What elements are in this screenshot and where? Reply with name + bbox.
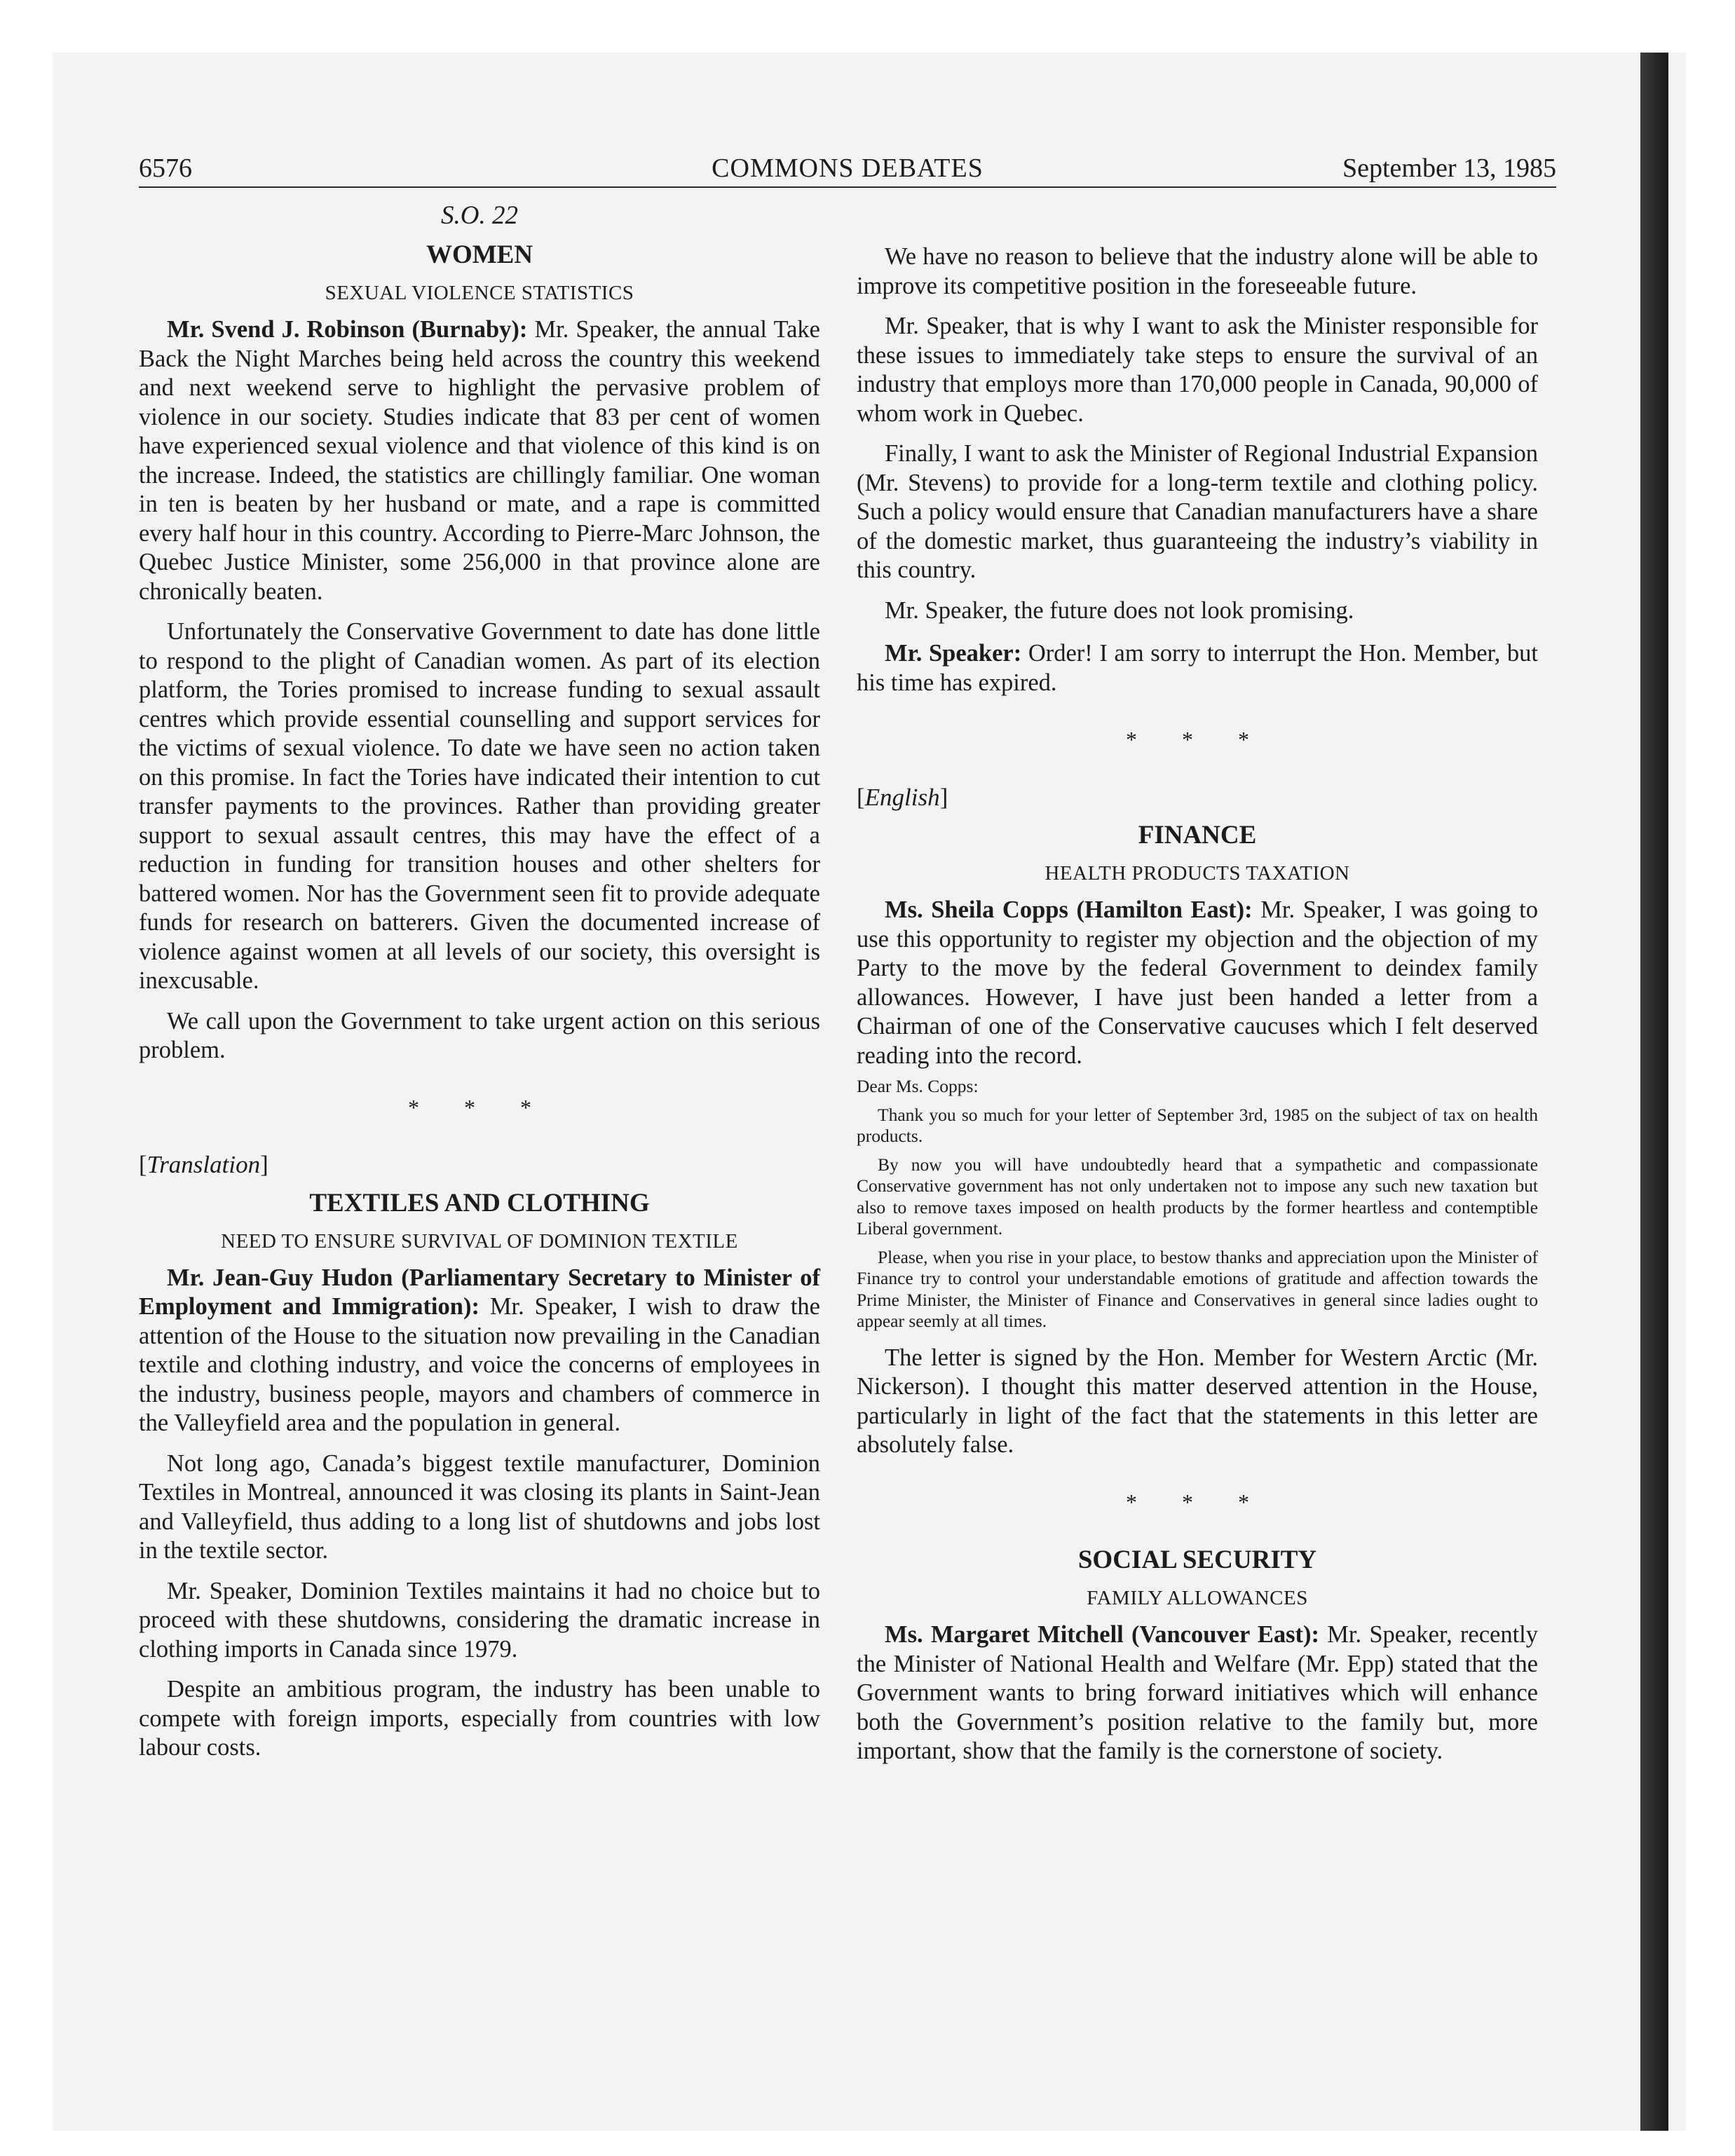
- journal-title: COMMONS DEBATES: [712, 153, 984, 183]
- section-separator: * * *: [1126, 1489, 1269, 1515]
- scan-binding-edge: [1640, 53, 1668, 2131]
- statement-robinson: [139, 315, 820, 606]
- paragraph: Mr. Speaker, the future does not look promising.: [885, 596, 1354, 624]
- speaker-name: Mr. Speaker:: [885, 640, 1022, 667]
- paragraph: The letter is signed by the Hon. Member for Western Arctic (Mr. Nickerson). I thought this matter deserved attention in the House, particularly in light of the fact that the statements in this letter are absolutely false.: [857, 1344, 1538, 1458]
- section-heading-women: WOMEN: [426, 240, 533, 269]
- subheading-sexual-violence: SEXUAL VIOLENCE STATISTICS: [325, 282, 634, 304]
- statement-hudon: [139, 1264, 820, 1438]
- running-header: [139, 146, 1556, 188]
- statement-copps: [857, 896, 1538, 1070]
- letter-paragraph: Thank you so much for your letter of September 3rd, 1985 on the subject of tax on health products.: [857, 1104, 1538, 1146]
- letter-paragraph: By now you will have undoubtedly heard that a sympathetic and compassionate Conservative government has not only undertaken not to impose any such new taxation but also to remove taxes imposed on health products by the former heartless and contemptible Liberal government.: [857, 1154, 1538, 1239]
- page-date: September 13, 1985: [1342, 153, 1556, 183]
- paragraph: We call upon the Government to take urgent action on this serious problem.: [139, 1007, 820, 1063]
- paragraph: Unfortunately the Conservative Government to date has done little to respond to the plight of Canadian women. As part of its election platform, the Tories promised to increase funding to sexual assault centres which provide essential counselling and support services for the victims of sexual violence. To date we have seen no action taken on this promise. In fact the Tories have indicated their intention to cut transfer payments to the provinces. Rather than providing greater support to sexual assault centres, this may have the effect of a reduction in funding for transition houses and other shelters for battered women. Nor has the Government seen fit to provide adequate funds for research on batterers. Given the documented increase of violence against women at all levels of our society, this oversight is inexcusable.: [139, 618, 820, 994]
- paragraph: Mr. Speaker, that is why I want to ask the Minister responsible for these issues to immediately take steps to ensure the survival of an industry that employs more than 170,000 people in Canada, 90,000 of whom work in Quebec.: [857, 313, 1538, 427]
- section-heading-textiles: TEXTILES AND CLOTHING: [309, 1188, 650, 1217]
- language-tag-text: Translation: [147, 1151, 261, 1178]
- statement-text: Mr. Speaker, recently the Minister of National Health and Welfare (Mr. Epp) stated that the Government wants to bring forward initiatives which will enhance both the Government’s position relative to the family but, more important, show that the family is the cornerstone of society.: [857, 1621, 1539, 1764]
- paragraph: Mr. Speaker, Dominion Textiles maintains it had no choice but to proceed with these shutdowns, considering the dramatic increase in clothing imports in Canada since 1979.: [139, 1577, 820, 1663]
- statement-text: Mr. Speaker, I was going to use this opportunity to register my objection and the objection of my Party to the move by the federal Government to deindex family allowances. However, I have just been handed a letter from a Chairman of one of the Conservative caucuses which I felt deserved reading into the record.: [857, 896, 1538, 1069]
- paragraph: Despite an ambitious program, the industry has been unable to compete with foreign imports, especially from countries with low labour costs.: [139, 1676, 820, 1761]
- right-column: [857, 200, 1538, 1766]
- speaker-name: Mr. Svend J. Robinson (Burnaby):: [167, 316, 528, 343]
- statement-text: Mr. Speaker, I wish to draw the attention of the House to the situation now prevailing in the Canadian textile and clothing industry, and voice the concerns of employees in the industry, business people, mayors and chambers of commerce in the Valleyfield area and the population in general.: [139, 1293, 820, 1436]
- page-number: 6576: [139, 153, 192, 183]
- language-tag-text: English: [864, 783, 940, 811]
- speaker-name: Mr. Jean-Guy Hudon (Parliamentary Secretary to Minister of Employment and Immigration):: [139, 1264, 820, 1320]
- language-tag: [English]: [857, 783, 948, 811]
- left-column: [139, 200, 820, 1763]
- section-heading-social-security: SOCIAL SECURITY: [1077, 1546, 1317, 1574]
- subheading-health-products: HEALTH PRODUCTS TAXATION: [1045, 862, 1350, 885]
- letter-paragraph: Please, when you rise in your place, to bestow thanks and appreciation upon the Minister of Finance try to control your understandable emotions of gratitude and affection towards the Prime Minister, the Minister of Finance and Conservatives in general since ladies ought to appear seemly at all times.: [857, 1246, 1538, 1331]
- statement-text: Order! I am sorry to interrupt the Hon. Member, but his time has expired.: [857, 640, 1539, 696]
- statement-text: Mr. Speaker, the annual Take Back the Night Marches being held across the country this weekend and next weekend serve to highlight the pervasive problem of violence in our society. Studies indicate that 83 per cent of women have experienced sexual violence and that violence of this kind is on the increase. Indeed, the statistics are chillingly familiar. One woman in ten is beaten by her husband or mate, and a rape is committed every half hour in this country. According to Pierre-Marc Johnson, the Quebec Justice Minister, some 256,000 in that province alone are chronically beaten.: [139, 316, 820, 605]
- section-separator: * * *: [1126, 727, 1269, 752]
- letter-salutation: Dear Ms. Copps:: [857, 1076, 979, 1096]
- section-heading-finance: FINANCE: [1138, 821, 1257, 850]
- section-separator: * * *: [408, 1094, 551, 1120]
- paragraph: Finally, I want to ask the Minister of Regional Industrial Expansion (Mr. Stevens) to provide for a long-term textile and clothing policy. Such a policy would ensure that Canadian manufacturers have a share of the domestic market, thus guaranteeing the industry’s viability in this country.: [857, 440, 1538, 583]
- subheading-dominion-textile: NEED TO ENSURE SURVIVAL OF DOMINION TEXTILE: [221, 1229, 738, 1253]
- speaker-name: Ms. Sheila Copps (Hamilton East):: [885, 896, 1253, 923]
- subheading-family-allowances: FAMILY ALLOWANCES: [1087, 1587, 1308, 1609]
- statement-mitchell: [857, 1621, 1538, 1766]
- language-tag: [Translation]: [139, 1151, 268, 1178]
- paragraph: We have no reason to believe that the industry alone will be able to improve its competitive position in the foreseeable future.: [857, 243, 1538, 299]
- speaker-name: Ms. Margaret Mitchell (Vancouver East):: [885, 1621, 1320, 1648]
- statement-speaker: [857, 639, 1538, 697]
- paragraph: Not long ago, Canada’s biggest textile manufacturer, Dominion Textiles in Montreal, announced it was closing its plants in Saint-Jean and Valleyfield, thus adding to a long list of shutdowns and jobs lost in the textile sector.: [139, 1449, 820, 1564]
- standing-order-label: S.O. 22: [441, 201, 518, 230]
